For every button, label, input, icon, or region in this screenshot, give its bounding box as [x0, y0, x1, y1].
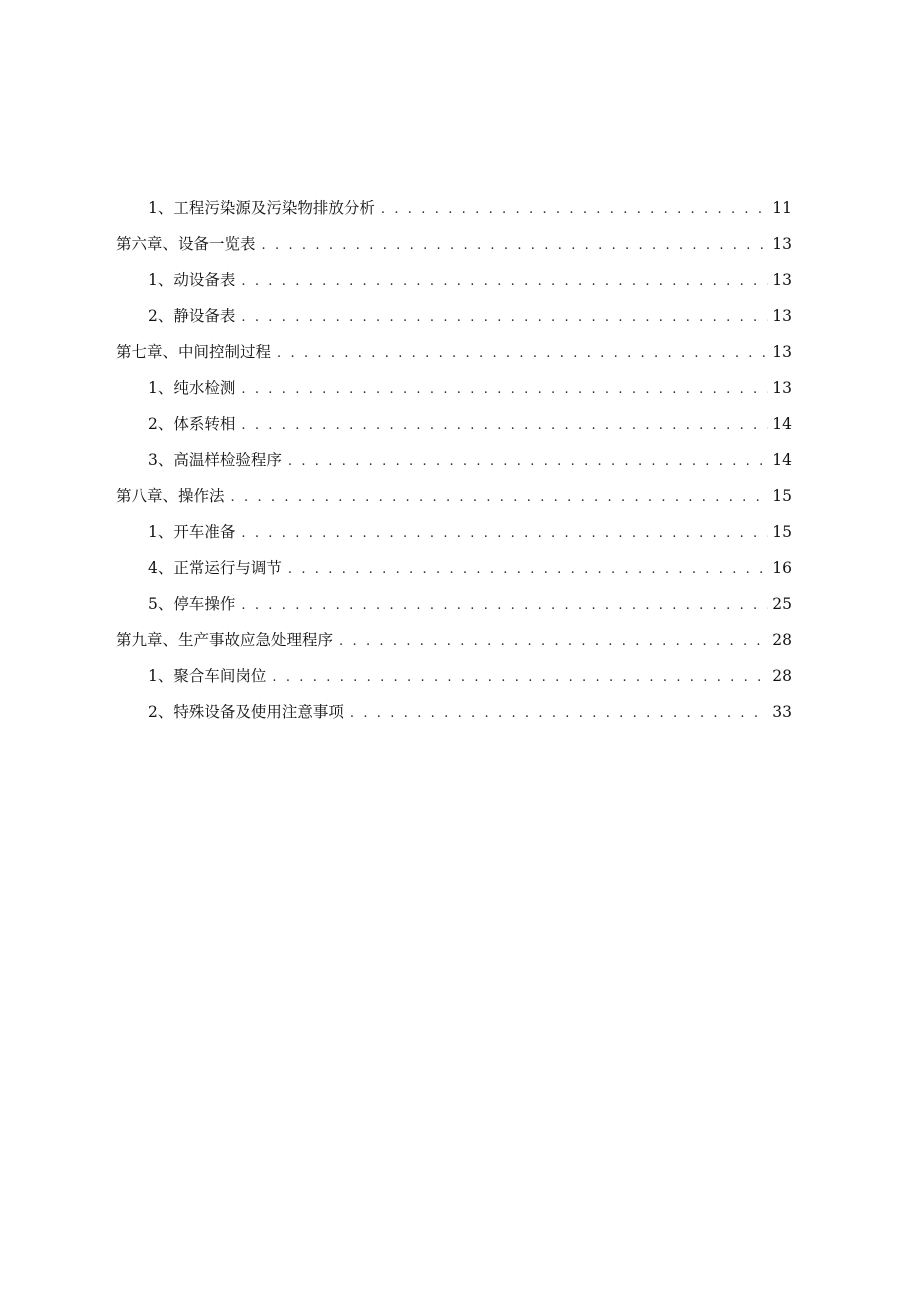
- toc-dot-leader: [241, 300, 768, 336]
- toc-dot-leader: [288, 444, 768, 480]
- toc-entry[interactable]: [116, 514, 792, 550]
- toc-entry-title: 1、工程污染源及污染物排放分析: [148, 199, 375, 217]
- toc-page-number: 13: [772, 235, 792, 253]
- toc-dot-leader: [277, 336, 768, 372]
- toc-entry-title: 4、正常运行与调节: [148, 559, 282, 577]
- toc-page-number: 13: [772, 307, 792, 325]
- toc-page-number: 13: [772, 343, 792, 361]
- toc-entry[interactable]: [116, 658, 792, 694]
- toc-entry[interactable]: [116, 550, 792, 586]
- toc-dot-leader: [339, 624, 768, 660]
- toc-entry-title: 5、停车操作: [148, 595, 236, 613]
- toc-entry[interactable]: [116, 226, 792, 262]
- toc-page-number: 14: [772, 451, 792, 469]
- toc-entry-title: 2、静设备表: [148, 307, 236, 325]
- toc-entry[interactable]: [116, 622, 792, 658]
- toc-page-number: 28: [772, 631, 792, 649]
- toc-page-number: 13: [772, 379, 792, 397]
- toc-page-number: 15: [772, 487, 792, 505]
- toc-entry-title: 第九章、生产事故应急处理程序: [116, 631, 334, 649]
- toc-entry[interactable]: [116, 298, 792, 334]
- toc-entry-title: 1、动设备表: [148, 271, 236, 289]
- toc-entry[interactable]: [116, 478, 792, 514]
- toc-page-number: 15: [772, 523, 792, 541]
- toc-dot-leader: [350, 696, 768, 732]
- toc-page-number: 16: [772, 559, 792, 577]
- toc-entry-title: 第六章、设备一览表: [116, 235, 256, 253]
- toc-entry[interactable]: [116, 586, 792, 622]
- toc-entry-title: 3、高温样检验程序: [148, 451, 282, 469]
- toc-entry-title: 1、开车准备: [148, 523, 236, 541]
- table-of-contents: [116, 190, 792, 730]
- toc-entry[interactable]: [116, 694, 792, 730]
- toc-page-number: 25: [772, 595, 792, 613]
- toc-entry-title: 1、聚合车间岗位: [148, 667, 267, 685]
- toc-entry[interactable]: [116, 406, 792, 442]
- toc-page-number: 13: [772, 271, 792, 289]
- toc-page-number: 28: [772, 667, 792, 685]
- toc-dot-leader: [288, 552, 768, 588]
- toc-dot-leader: [272, 660, 768, 696]
- toc-entry-title: 1、纯水检测: [148, 379, 236, 397]
- toc-dot-leader: [231, 480, 769, 516]
- toc-dot-leader: [262, 228, 769, 264]
- toc-entry-title: 第八章、操作法: [116, 487, 225, 505]
- toc-entry[interactable]: [116, 370, 792, 406]
- toc-dot-leader: [381, 192, 768, 228]
- toc-entry-title: 第七章、中间控制过程: [116, 343, 272, 361]
- toc-dot-leader: [241, 408, 768, 444]
- toc-entry-title: 2、体系转相: [148, 415, 236, 433]
- toc-dot-leader: [241, 516, 768, 552]
- toc-entry-title: 2、特殊设备及使用注意事项: [148, 703, 344, 721]
- toc-entry[interactable]: [116, 190, 792, 226]
- toc-page-number: 11: [772, 199, 792, 217]
- toc-dot-leader: [241, 588, 768, 624]
- toc-page-number: 33: [772, 703, 792, 721]
- toc-dot-leader: [241, 264, 768, 300]
- toc-page-number: 14: [772, 415, 792, 433]
- toc-entry[interactable]: [116, 262, 792, 298]
- toc-entry[interactable]: [116, 334, 792, 370]
- toc-dot-leader: [241, 372, 768, 408]
- toc-entry[interactable]: [116, 442, 792, 478]
